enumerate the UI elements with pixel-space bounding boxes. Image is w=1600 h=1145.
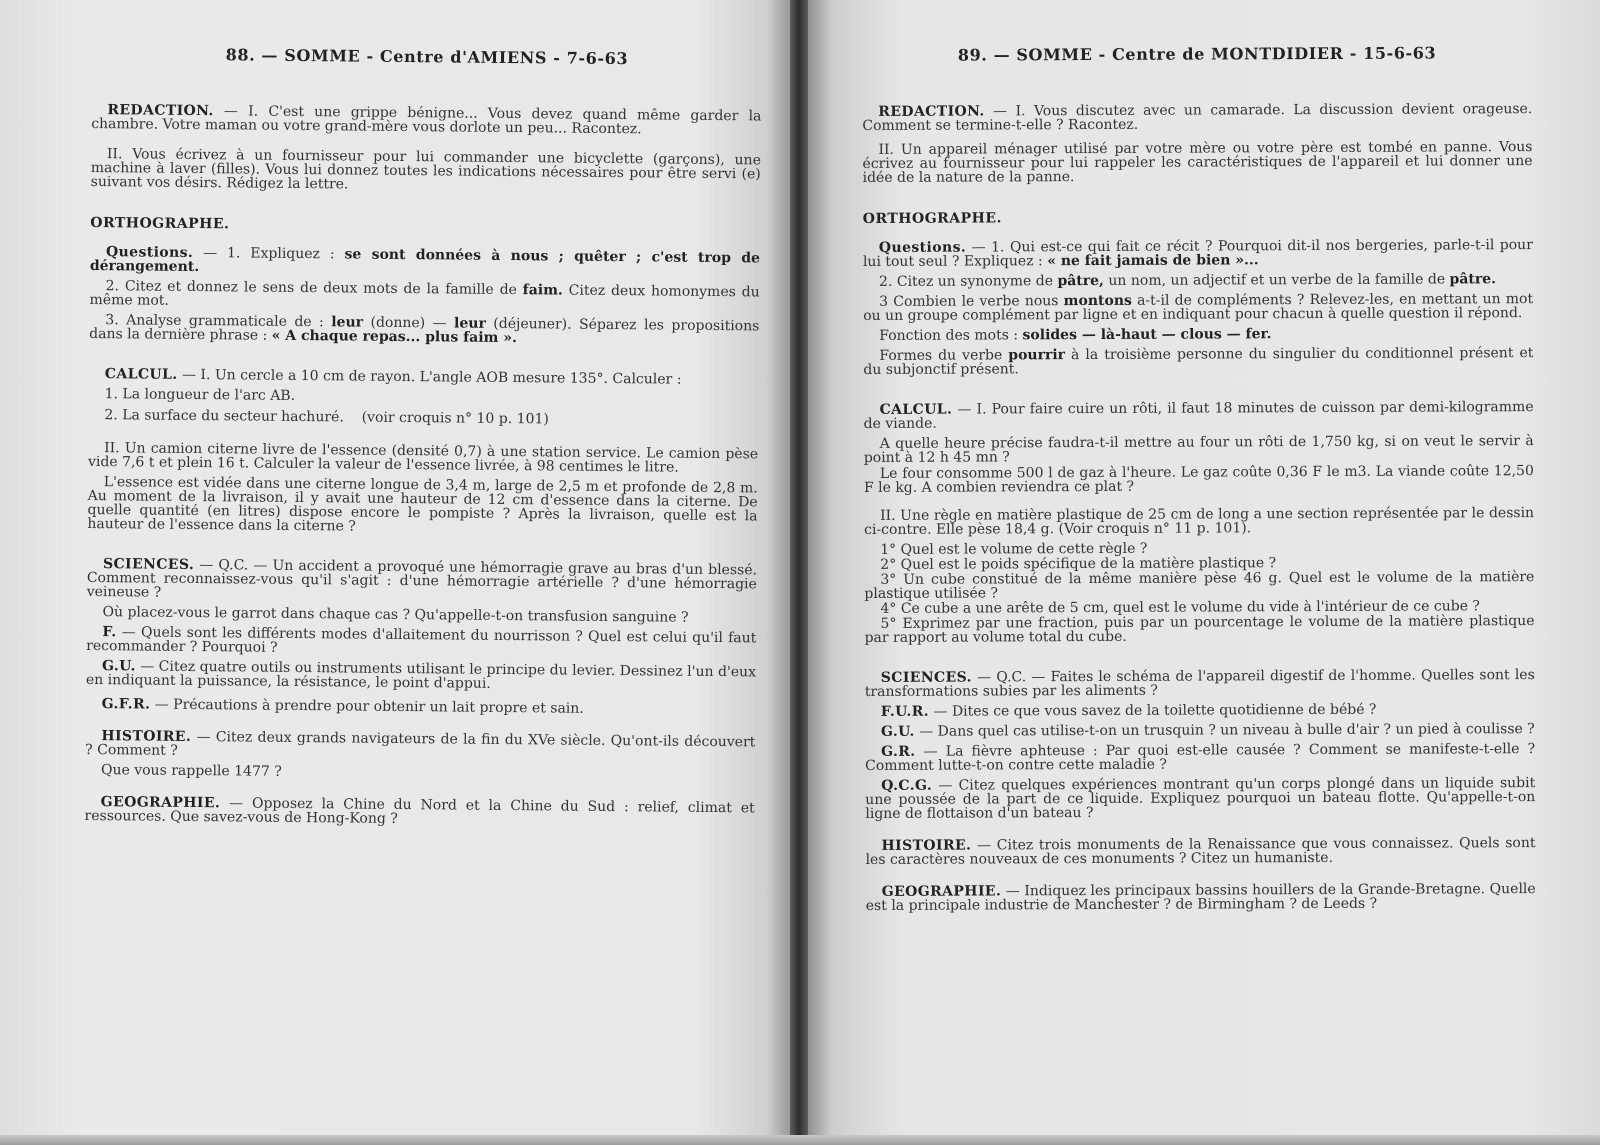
question-paragraph: 3. Analyse grammaticale de : leur (donne) — leur (déjeuner). Séparez les propositions dans la dernière phrase : « A chaque repas... plus faim ».: [89, 312, 760, 347]
redaction-paragraph: II. Vous écrivez à un fournisseur pour lui commander une bicyclette (garçons), une machine à laver (filles). Vous lui donnez toutes les indications nécessaires pour être servi (e) suivant vos désirs. Rédigez la lettre.: [90, 146, 761, 193]
sciences-paragraph: Où placez-vous le garrot dans chaque cas ? Qu'appelle-t-on transfusion sanguine ?: [102, 604, 689, 626]
orthographe-section: [863, 208, 1534, 377]
page-bottom-edge: [0, 1135, 1600, 1145]
section-title: GEOGRAPHIE.: [100, 794, 221, 812]
book-gutter: [790, 0, 808, 1145]
question-paragraph: 3 Combien le verbe nous montons a-t-il de compléments ? Relevez-les, en mettant un mot ou un groupe complément par ligne et en indiquant pour chacun à quelle question il répond.: [863, 291, 1534, 324]
geographie-section: [85, 795, 755, 829]
section-title: SCIENCES.: [880, 669, 972, 686]
question-paragraph: 2. Citez et donnez le sens de deux mots de la famille de faim. Citez deux homonymes du même mot.: [89, 278, 760, 309]
section-title: GEOGRAPHIE.: [881, 883, 1002, 900]
orthographe-section: [89, 215, 760, 347]
sciences-section: [865, 668, 1536, 821]
section-title: CALCUL.: [104, 366, 178, 383]
question-paragraph: 2. Citez un synonyme de pâtre, un nom, un adjectif et un verbe de la famille de pâtre.: [878, 271, 1497, 290]
question-paragraph: Questions. — 1. Expliquez : se sont données à nous ; quêter ; c'est trop de dérangement.: [89, 244, 761, 276]
calcul-paragraph: Le four consomme 500 l de gaz à l'heure. Le gaz coûte 0,36 F le m3. La viande coûte 12,50 F le kg. A combien reviendra ce plat ?: [863, 463, 1534, 496]
question-paragraph: Fonction des mots : solides — là-haut — clous — fer.: [879, 326, 1272, 344]
calcul-item: 1° Quel est le volume de cette règle ?: [880, 540, 1148, 558]
geographie-paragraph: GEOGRAPHIE. — Indiquez les principaux bassins houillers de la Grande-Bretagne. Quelle est la principale industrie de Manchester ? de Birmingham ? de Leeds ?: [865, 881, 1536, 914]
histoire-paragraph: Que vous rappelle 1477 ?: [100, 762, 282, 780]
sciences-paragraph: F. — Quels sont les différents modes d'allaitement du nourrisson ? Quel est celui qu'il faut recommander ? Pourquoi ?: [86, 624, 757, 656]
calcul-item: 3° Un cube constitué de la même manière pèse 46 g. Quel est le volume de la matière plastique utilisée ?: [864, 569, 1535, 602]
calcul-item: 5° Exprimez par une fraction, puis par un pourcentage le volume de la matière plastique par rapport au volume total du cube.: [864, 613, 1535, 646]
sciences-paragraph: SCIENCES. — Q.C. — Un accident a provoqué une hémorragie grave au bras d'un blessé. Comment reconnaissez-vous qu'il s'agit : d'une hémorragie artérielle ? d'une hémorragie veineuse ?: [86, 556, 758, 601]
histoire-section: [85, 729, 755, 783]
section-title: HISTOIRE.: [101, 728, 192, 745]
section-title: ORTHOGRAPHE.: [90, 214, 230, 233]
calcul-item: 4° Ce cube a une arête de 5 cm, quel est le volume du vide à l'intérieur de ce cube ?: [880, 598, 1480, 617]
section-title: SCIENCES.: [102, 556, 195, 574]
section-title: REDACTION.: [107, 102, 214, 120]
calcul-section: [864, 400, 1535, 645]
sciences-paragraph: Q.C.G. — Citez quelques expériences montrant qu'un corps plongé dans un liquide subit une poussée de la part de ce liquide. Expliquez pourquoi un bateau flotte. Qu'appelle-t-on ligne de flottaison d'un bateau ?: [865, 775, 1536, 822]
section-title: HISTOIRE.: [881, 837, 972, 854]
calcul-paragraph: II. Un camion citerne livre de l'essence (densité 0,7) à une station service. Le camion pèse vide 7,6 t et plein 16 t. Calculer la valeur de l'essence livrée, à 98 centimes le litre.: [87, 440, 759, 476]
page-header: 89. — SOMME - Centre de MONTDIDIER - 15-6-63: [957, 43, 1437, 65]
croquis-reference: (voir croquis n° 10 p. 101): [361, 409, 549, 428]
sciences-paragraph: F.U.R. — Dites ce que vous savez de la toilette quotidienne de bébé ?: [880, 701, 1377, 720]
left-page-content: [84, 44, 762, 855]
geographie-paragraph: GEOGRAPHIE. — Opposez la Chine du Nord et la Chine du Sud : relief, climat et ressources. Que savez-vous de Hong-Kong ?: [84, 794, 755, 827]
question-paragraph: Formes du verbe pourrir à la troisième personne du singulier du conditionnel présent et du subjonctif présent.: [863, 345, 1534, 378]
section-title: REDACTION.: [878, 103, 985, 120]
section-title: CALCUL.: [879, 401, 953, 418]
sciences-paragraph: G.U. — Dans quel cas utilise-t-on un trusquin ? un niveau à bulle d'air ? un pied à coulisse ?: [880, 721, 1535, 740]
redaction-section: [862, 102, 1532, 185]
calcul-paragraph: CALCUL. — I. Un cercle a 10 cm de rayon. L'angle AOB mesure 135°. Calculer :: [104, 366, 682, 388]
sciences-paragraph: G.R. — La fièvre aphteuse : Par quoi est-elle causée ? Comment se manifeste-t-elle ? Comment lutte-t-on contre cette maladie ?: [865, 741, 1536, 774]
calcul-item: 1. La longueur de l'arc AB.: [104, 386, 296, 404]
histoire-section: [865, 836, 1535, 867]
calcul-paragraph: II. Une règle en matière plastique de 25 cm de long a une section représentée par le dessin ci-contre. Elle pèse 18,4 g. (Voir croquis n° 11 p. 101).: [864, 505, 1535, 538]
histoire-paragraph: HISTOIRE. — Citez trois monuments de la Renaissance que vous connaissez. Quels sont les caractères nouveaux de ces monuments ? Citez un humaniste.: [865, 835, 1536, 868]
question-paragraph: Questions. — 1. Qui est-ce qui fait ce récit ? Pourquoi dit-il nos bergeries, parle-t-il pour lui tout seul ? Expliquez : « ne fait jamais de bien »...: [862, 237, 1533, 270]
left-page: [0, 0, 790, 1145]
redaction-section: [91, 103, 762, 195]
right-page-content: [862, 43, 1536, 939]
sciences-paragraph: G.F.R. — Précautions à prendre pour obtenir un lait propre et sain.: [101, 696, 584, 717]
calcul-item: 2° Quel est le poids spécifique de la matière plastique ?: [880, 555, 1277, 573]
page-header: 88. — SOMME - Centre d'AMIENS - 7-6-63: [225, 45, 629, 69]
sciences-section: [86, 557, 757, 717]
geographie-section: [866, 882, 1536, 913]
calcul-section: [87, 367, 759, 537]
calcul-paragraph: A quelle heure précise faudra-t-il mettre au four un rôti de 1,750 kg, si on veut le servir à point à 12 h 45 mn ?: [863, 433, 1534, 466]
calcul-paragraph: L'essence est vidée dans une citerne longue de 3,4 m, large de 2,5 m et profonde de 2,8 m. Au moment de la livraison, il y avait une hauteur de 12 cm d'essence dans la citerne. De quelle quantité (en litres) dispose encore le pompiste ? Après la livraison, quelle est la hauteur de l'essence dans la citerne ?: [87, 474, 758, 535]
redaction-paragraph: II. Un appareil ménager utilisé par votre mère ou votre père est tombé en panne. Vous écrivez au fournisseur pour lui rappeler les caractéristiques de l'appareil et lui donner une idée de la nature de la panne.: [862, 139, 1533, 186]
calcul-item: 2. La surface du secteur hachuré. (voir croquis n° 10 p. 101): [104, 407, 549, 428]
sciences-paragraph: SCIENCES. — Q.C. — Faites le schéma de l'appareil digestif de l'homme. Quelles sont les transformations subies par les aliments ?: [864, 667, 1535, 700]
section-title: ORTHOGRAPHE.: [862, 210, 1002, 227]
redaction-paragraph: REDACTION. — I. Vous discutez avec un camarade. La discussion devient orageuse. Comment se termine-t-elle ? Racontez.: [862, 101, 1533, 134]
calcul-paragraph: CALCUL. — I. Pour faire cuire un rôti, il faut 18 minutes de cuisson par demi-kilogramme de viande.: [863, 399, 1534, 432]
sciences-paragraph: G.U. — Citez quatre outils ou instruments utilisant le principe du levier. Dessinez l'un d'eux en indiquant la puissance, la résistance, le point d'appui.: [85, 658, 757, 692]
right-page: [808, 0, 1600, 1145]
histoire-paragraph: HISTOIRE. — Citez deux grands navigateurs de la fin du XVe siècle. Qu'ont-ils découvert ? Comment ?: [85, 728, 756, 759]
redaction-paragraph: REDACTION. — I. C'est une grippe bénigne... Vous devez quand même garder la chambre. Votre maman ou votre grand-mère vous dorlote un peu... Racontez.: [91, 102, 762, 138]
